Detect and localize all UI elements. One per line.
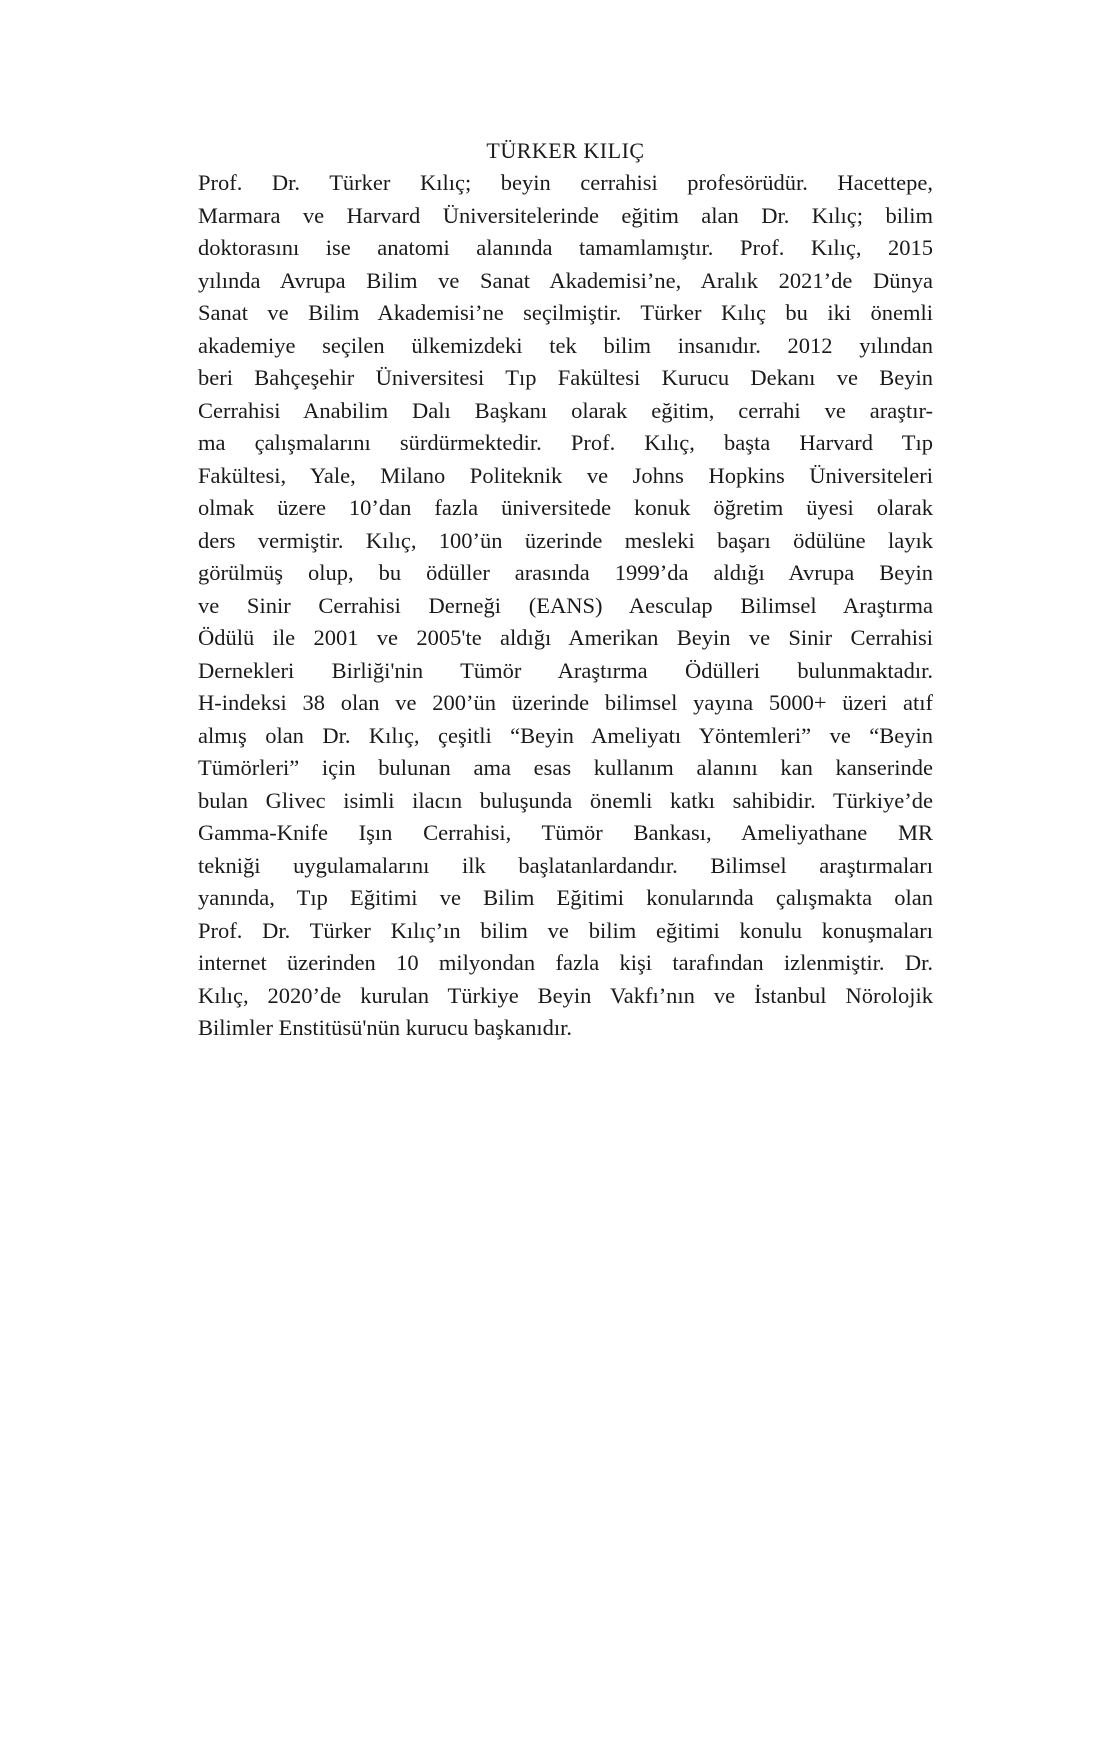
- author-biography: [198, 135, 933, 1045]
- biography-text: [198, 167, 933, 1045]
- text-line: akademiye seçilen ülkemizdeki tek bilim insanıdır. 2012 yılından: [198, 332, 933, 358]
- text-line: beri Bahçeşehir Üniversitesi Tıp Fakültesi Kurucu Dekanı ve Beyin: [198, 365, 933, 390]
- text-line: yanında, Tıp Eğitimi ve Bilim Eğitimi konularında çalışmakta olan: [198, 885, 933, 910]
- text-line: Prof. Dr. Türker Kılıç; beyin cerrahisi profesörüdür. Hacettepe,: [198, 170, 933, 195]
- text-line: internet üzerinden 10 milyondan fazla kişi tarafından izlenmiştir. Dr.: [198, 950, 933, 975]
- text-line: Dernekleri Birliği'nin Tümör Araştırma Ödülleri bulunmaktadır.: [198, 657, 933, 683]
- text-line: bulan Glivec isimli ilacın buluşunda önemli katkı sahibidir. Türkiye’de: [198, 787, 933, 813]
- author-name-heading: TÜRKER KILIÇ: [486, 138, 645, 163]
- text-line: doktorasını ise anatomi alanında tamamlamıştır. Prof. Kılıç, 2015: [198, 235, 933, 260]
- text-line: ders vermiştir. Kılıç, 100’ün üzerinde mesleki başarı ödülüne layık: [198, 527, 933, 553]
- text-line: Marmara ve Harvard Üniversitelerinde eğitim alan Dr. Kılıç; bilim: [198, 202, 933, 228]
- text-line: Sanat ve Bilim Akademisi’ne seçilmiştir. Türker Kılıç bu iki önemli: [198, 300, 933, 325]
- text-line: Ödülü ile 2001 ve 2005'te aldığı Amerikan Beyin ve Sinir Cerrahisi: [198, 625, 933, 650]
- text-line: yılında Avrupa Bilim ve Sanat Akademisi’ne, Aralık 2021’de Dünya: [198, 267, 933, 293]
- text-line: H-indeksi 38 olan ve 200’ün üzerinde bilimsel yayına 5000+ üzeri atıf: [198, 690, 933, 715]
- text-line: olmak üzere 10’dan fazla üniversitede konuk öğretim üyesi olarak: [198, 495, 933, 520]
- text-line: Kılıç, 2020’de kurulan Türkiye Beyin Vakfı’nın ve İstanbul Nörolojik: [198, 982, 933, 1008]
- text-line: Prof. Dr. Türker Kılıç’ın bilim ve bilim eğitimi konulu konuşmaları: [198, 917, 933, 943]
- text-line: Bilimler Enstitüsü'nün kurucu başkanıdır.: [198, 1015, 573, 1040]
- text-line: almış olan Dr. Kılıç, çeşitli “Beyin Ameliyatı Yöntemleri” ve “Beyin: [198, 722, 933, 748]
- text-line: ve Sinir Cerrahisi Derneği (EANS) Aesculap Bilimsel Araştırma: [198, 592, 933, 618]
- text-line: Fakültesi, Yale, Milano Politeknik ve Johns Hopkins Üniversiteleri: [198, 462, 933, 488]
- text-line: Tümörleri” için bulunan ama esas kullanım alanını kan kanserinde: [198, 755, 933, 780]
- text-line: ma çalışmalarını sürdürmektedir. Prof. Kılıç, başta Harvard Tıp: [198, 430, 933, 455]
- text-line: görülmüş olup, bu ödüller arasında 1999’da aldığı Avrupa Beyin: [198, 560, 933, 585]
- text-line: Gamma-Knife Işın Cerrahisi, Tümör Bankası, Ameliyathane MR: [198, 820, 933, 845]
- text-line: Cerrahisi Anabilim Dalı Başkanı olarak eğitim, cerrahi ve araştır-: [198, 397, 933, 423]
- text-line: tekniği uygulamalarını ilk başlatanlardandır. Bilimsel araştırmaları: [198, 852, 933, 878]
